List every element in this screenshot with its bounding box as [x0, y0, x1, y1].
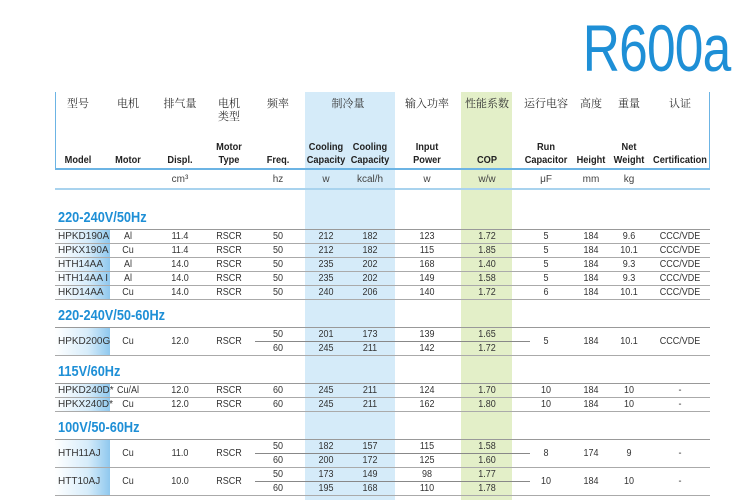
cell-displ: 11.0 [171, 448, 189, 459]
cell-freq: 50 [272, 469, 284, 480]
cell-cop: 1.60 [478, 455, 496, 466]
cell-displ: 12.0 [171, 385, 189, 396]
cell-w: 235 [318, 259, 334, 270]
column-header-en: Input Power [413, 141, 441, 166]
column-header-en: Model [64, 154, 92, 166]
cell-kcal: 202 [362, 273, 378, 284]
cell-displ: 11.4 [171, 231, 189, 242]
cell-w: 235 [318, 273, 334, 284]
column-unit: kg [623, 174, 635, 185]
column-header-cn: 重量 [618, 98, 640, 110]
cell-freq: 60 [272, 455, 284, 466]
column-header-cn: 排气量 [163, 98, 197, 110]
cell-weight: 10.1 [620, 287, 638, 298]
cell-cert: - [678, 448, 682, 459]
cell-motor: Al [123, 231, 133, 242]
cell-freq: 60 [272, 343, 284, 354]
column-unit: w [322, 174, 330, 185]
section-title: 220-240V/50-60Hz [58, 307, 166, 324]
cell-motor: Cu [122, 476, 134, 487]
cell-cap: 10 [540, 399, 552, 410]
cell-cert: CCC/VDE [659, 231, 701, 242]
column-header-en: Cooling Capacity [350, 141, 390, 166]
cell-height: 184 [583, 287, 599, 298]
cell-cert: CCC/VDE [659, 287, 701, 298]
cell-kcal: 211 [362, 343, 378, 354]
cell-displ: 14.0 [171, 273, 189, 284]
cell-motor: Cu [122, 287, 134, 298]
cell-height: 184 [583, 399, 599, 410]
model-name: HPKD190A [58, 231, 110, 242]
cell-height: 184 [583, 245, 599, 256]
column-header-en: Displ. [167, 154, 193, 166]
cell-w: 245 [318, 343, 334, 354]
row-rule [55, 495, 710, 496]
cell-freq: 50 [272, 287, 284, 298]
cell-input: 140 [419, 287, 435, 298]
cell-freq: 50 [272, 273, 284, 284]
row-rule [55, 285, 710, 286]
cell-kcal: 157 [362, 441, 378, 452]
cell-cert: CCC/VDE [659, 259, 701, 270]
cell-w: 195 [318, 483, 334, 494]
cell-cert: - [678, 399, 682, 410]
column-header-en: Cooling Capacity [306, 141, 346, 166]
frequency-divider [255, 453, 530, 454]
section-rule [55, 229, 710, 230]
cell-cert: CCC/VDE [659, 245, 701, 256]
column-header-cn: 高度 [580, 98, 602, 110]
model-name: HTH14AA [58, 259, 104, 270]
cell-motor: Cu [122, 448, 134, 459]
cell-kcal: 182 [362, 245, 378, 256]
cell-type: RSCR [216, 476, 242, 487]
cell-cap: 10 [540, 476, 552, 487]
cell-height: 184 [583, 385, 599, 396]
column-unit: w [423, 174, 431, 185]
cell-freq: 60 [272, 399, 284, 410]
column-header-en: Run Capacitor [524, 141, 568, 166]
cell-type: RSCR [216, 448, 242, 459]
cell-height: 184 [583, 476, 599, 487]
column-header-en: Height [576, 154, 606, 166]
cell-weight: 10.1 [620, 245, 638, 256]
column-header-en: COP [476, 154, 498, 166]
row-rule [55, 271, 710, 272]
cell-kcal: 202 [362, 259, 378, 270]
section-rule [55, 327, 710, 328]
cell-cert: - [678, 385, 682, 396]
cell-input: 115 [419, 245, 435, 256]
cell-cap: 5 [543, 245, 549, 256]
cell-cop: 1.58 [478, 273, 496, 284]
cell-weight: 10 [623, 385, 635, 396]
cell-displ: 11.4 [171, 245, 189, 256]
row-rule [55, 257, 710, 258]
cell-cap: 6 [543, 287, 549, 298]
cell-cop: 1.72 [478, 231, 496, 242]
cell-motor: Cu [122, 245, 134, 256]
cell-height: 184 [583, 273, 599, 284]
section-title: 100V/50-60Hz [58, 419, 140, 436]
column-unit: cm³ [171, 174, 189, 185]
cell-w: 212 [318, 231, 334, 242]
column-header-cn: 制冷量 [331, 98, 365, 110]
cell-displ: 14.0 [171, 259, 189, 270]
cell-type: RSCR [216, 245, 242, 256]
cell-type: RSCR [216, 287, 242, 298]
cell-weight: 10 [623, 476, 635, 487]
cell-input: 142 [419, 343, 435, 354]
column-header-en: Motor [115, 154, 141, 166]
cell-w: 200 [318, 455, 334, 466]
cell-input: 149 [419, 273, 435, 284]
cell-motor: Al [123, 259, 133, 270]
cell-height: 184 [583, 336, 599, 347]
cell-freq: 60 [272, 483, 284, 494]
column-header-en: Net Weight [613, 141, 645, 166]
cell-cap: 5 [543, 273, 549, 284]
cell-cap: 5 [543, 259, 549, 270]
column-header-cn: 认证 [669, 98, 691, 110]
frequency-divider [255, 481, 530, 482]
cell-displ: 12.0 [171, 336, 189, 347]
cell-freq: 60 [272, 385, 284, 396]
model-name: HPKD240D* [58, 385, 114, 396]
cell-cop: 1.85 [478, 245, 496, 256]
cell-motor: Al [123, 273, 133, 284]
cell-motor: Cu [122, 336, 134, 347]
column-header-cn: 性能系数 [465, 98, 509, 110]
model-name: HPKX190A [58, 245, 109, 256]
column-header-cn: 电机 [117, 98, 139, 110]
cell-cop: 1.58 [478, 441, 496, 452]
cell-kcal: 211 [362, 399, 378, 410]
column-header-cn: 输入功率 [405, 98, 449, 110]
model-name: HPKX240D* [58, 399, 114, 410]
header-bottom-rule [55, 168, 710, 170]
cell-weight: 9.3 [622, 259, 636, 270]
cell-weight: 9 [626, 448, 632, 459]
cell-cop: 1.77 [478, 469, 496, 480]
cell-kcal: 172 [362, 455, 378, 466]
cell-cop: 1.65 [478, 329, 496, 340]
cell-cap: 5 [543, 336, 549, 347]
row-rule [55, 411, 710, 412]
cell-freq: 50 [272, 245, 284, 256]
cell-kcal: 182 [362, 231, 378, 242]
section-rule [55, 383, 710, 384]
cell-freq: 50 [272, 441, 284, 452]
cell-cop: 1.72 [478, 343, 496, 354]
cell-input: 98 [421, 469, 433, 480]
column-header-en: Motor Type [216, 141, 242, 166]
cell-weight: 10.1 [620, 336, 638, 347]
column-unit: kcal/h [356, 174, 384, 185]
cell-input: 110 [419, 483, 435, 494]
column-header-cn: 型号 [67, 98, 89, 110]
brand-title: R600a [582, 11, 730, 85]
frequency-divider [255, 341, 530, 342]
cell-input: 162 [419, 399, 435, 410]
column-unit: w/w [478, 174, 496, 185]
column-header-en: Freq. [266, 154, 290, 166]
cell-cap: 8 [543, 448, 549, 459]
cell-displ: 14.0 [171, 287, 189, 298]
cell-type: RSCR [216, 259, 242, 270]
row-rule [55, 467, 710, 468]
cell-cap: 5 [543, 231, 549, 242]
model-name: HTH11AJ [58, 448, 101, 459]
column-unit: hz [272, 174, 284, 185]
cell-type: RSCR [216, 273, 242, 284]
cell-motor: Cu/Al [116, 385, 140, 396]
cell-height: 174 [583, 448, 599, 459]
cell-displ: 10.0 [171, 476, 189, 487]
cell-cop: 1.70 [478, 385, 496, 396]
cell-type: RSCR [216, 385, 242, 396]
row-rule [55, 299, 710, 300]
cell-w: 173 [318, 469, 334, 480]
header-right-border [709, 92, 710, 168]
section-rule [55, 439, 710, 440]
column-unit: μF [540, 174, 552, 185]
cell-motor: Cu [122, 399, 134, 410]
cell-type: RSCR [216, 399, 242, 410]
cell-cert: CCC/VDE [659, 336, 701, 347]
model-name: HTH14AA I [58, 273, 109, 284]
cell-freq: 50 [272, 231, 284, 242]
column-header-en: Certification [653, 154, 707, 166]
cell-freq: 50 [272, 259, 284, 270]
cell-kcal: 173 [362, 329, 378, 340]
column-header-cn: 运行电容 [524, 98, 568, 110]
column-unit: mm [582, 174, 600, 185]
unit-row-rule [55, 188, 710, 190]
cell-cop: 1.80 [478, 399, 496, 410]
cell-w: 212 [318, 245, 334, 256]
cell-type: RSCR [216, 336, 242, 347]
cell-cop: 1.40 [478, 259, 496, 270]
model-name: HPKD200G [58, 336, 111, 347]
cell-kcal: 206 [362, 287, 378, 298]
cell-weight: 10 [623, 399, 635, 410]
cell-kcal: 211 [362, 385, 378, 396]
row-rule [55, 397, 710, 398]
cell-w: 182 [318, 441, 334, 452]
cell-w: 245 [318, 385, 334, 396]
model-name: HTT10AJ [58, 476, 101, 487]
cell-type: RSCR [216, 231, 242, 242]
cell-w: 240 [318, 287, 334, 298]
header-left-border [55, 92, 56, 168]
cell-input: 115 [419, 441, 435, 452]
cell-cert: - [678, 476, 682, 487]
cell-freq: 50 [272, 329, 284, 340]
cell-cop: 1.72 [478, 287, 496, 298]
column-header-cn: 电机 类型 [218, 98, 240, 123]
column-header-cn: 频率 [267, 98, 289, 110]
cell-cap: 10 [540, 385, 552, 396]
cell-cop: 1.78 [478, 483, 496, 494]
cell-height: 184 [583, 231, 599, 242]
section-title: 220-240V/50Hz [58, 209, 147, 226]
cell-w: 245 [318, 399, 334, 410]
cell-input: 124 [419, 385, 435, 396]
section-title: 115V/60Hz [58, 363, 121, 380]
cell-displ: 12.0 [171, 399, 189, 410]
cell-kcal: 149 [362, 469, 378, 480]
row-rule [55, 243, 710, 244]
cell-height: 184 [583, 259, 599, 270]
cell-input: 139 [419, 329, 435, 340]
cell-cert: CCC/VDE [659, 273, 701, 284]
cell-w: 201 [318, 329, 334, 340]
cell-input: 168 [419, 259, 435, 270]
cell-input: 123 [419, 231, 435, 242]
model-name: HKD14AA [58, 287, 104, 298]
cell-input: 125 [419, 455, 435, 466]
row-rule [55, 355, 710, 356]
cell-weight: 9.3 [622, 273, 636, 284]
cell-weight: 9.6 [622, 231, 636, 242]
cell-kcal: 168 [362, 483, 378, 494]
